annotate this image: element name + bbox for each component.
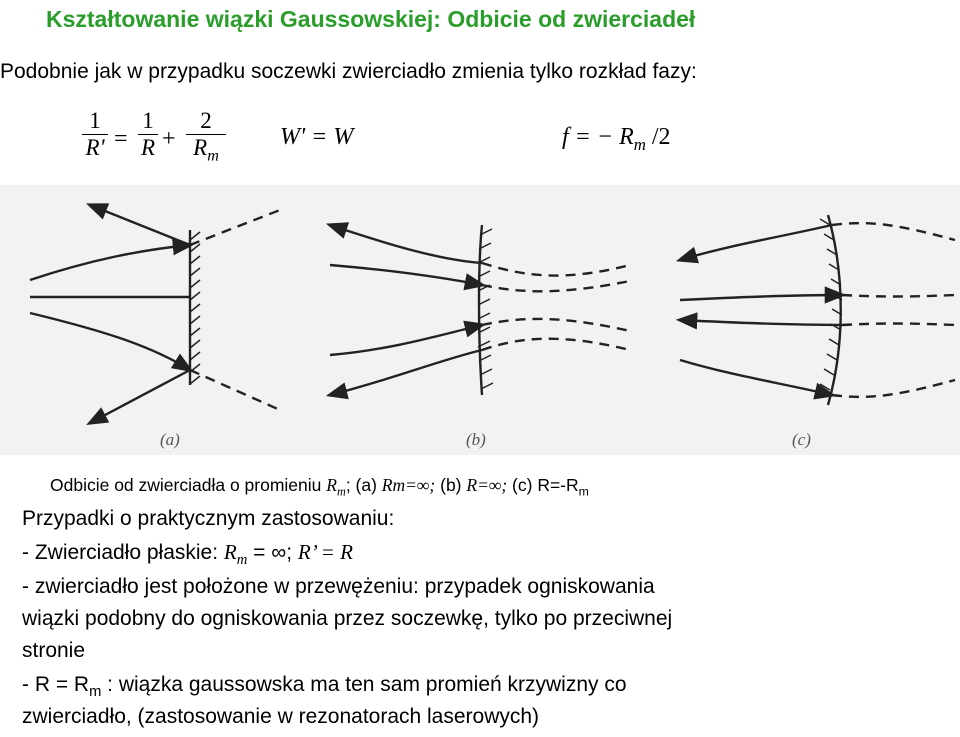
eq1-t2-den-sub: m	[207, 147, 219, 165]
caption-rest-b: (b)	[435, 475, 467, 495]
caption-rest-a: ; (a)	[345, 475, 382, 495]
caption-b-expr: R=∞;	[466, 475, 508, 495]
caption-prefix: Odbicie od zwierciadła o promieniu	[50, 475, 327, 495]
line2-rest: = ∞;	[247, 541, 298, 564]
mirror-figure	[0, 185, 960, 455]
caption-c-sub: m	[578, 484, 589, 499]
line6-prefix: - R = R	[22, 673, 90, 696]
body-line-4: wiązki podobny do ogniskowania przez soczewkę, tylko po przeciwnej	[22, 607, 673, 630]
panel-label-b: (b)	[466, 430, 486, 449]
eq1-t2-den: R	[193, 135, 208, 160]
line2-prefix: - Zwierciadło płaskie:	[22, 541, 224, 564]
eq1-plus: +	[162, 126, 176, 152]
body-line-6	[22, 673, 627, 700]
caption-a-expr: Rm=∞;	[381, 475, 436, 495]
eq1-t1-den: R	[140, 135, 156, 160]
caption-rm-sub: m	[336, 484, 346, 499]
slide-title: Kształtowanie wiązki Gaussowskiej: Odbicie od zwierciadeł	[46, 6, 696, 32]
caption-rest-c: (c) R=-R	[507, 475, 579, 495]
eq1-lhs-den: R'	[85, 135, 105, 160]
eq3-lhs: f	[562, 124, 569, 150]
panel-c-curved-mirror	[680, 215, 955, 405]
eq1-lhs-num: 1	[82, 108, 108, 135]
eq3-tail: /2	[645, 124, 671, 150]
body-line-5: stronie	[22, 639, 86, 662]
equation-waist: W' = W	[280, 124, 354, 150]
eq3-mid: = − R	[568, 124, 634, 150]
eq1-t1-num: 1	[138, 108, 158, 135]
caption-rm: R	[326, 475, 337, 495]
panel-a-flat-mirror	[30, 205, 280, 423]
eq3-sub: m	[633, 134, 646, 154]
intro-text: Podobnie jak w przypadku soczewki zwierciadło zmienia tylko rozkład fazy:	[0, 60, 697, 83]
figure-caption	[50, 475, 589, 500]
equation-focal	[562, 124, 671, 155]
eq1-equals: =	[114, 126, 128, 152]
panel-b-waist-mirror	[330, 225, 630, 395]
body-line-1: Przypadki o praktycznym zastosowaniu:	[22, 507, 395, 530]
eq1-t2-num: 2	[186, 108, 226, 135]
body-line-7: zwierciadło, (zastosowanie w rezonatorach laserowych)	[22, 705, 540, 728]
panel-label-c: (c)	[792, 430, 811, 449]
body-line-2	[22, 540, 353, 569]
line2-rm-sub: m	[236, 552, 248, 569]
line2-r: R’ = R	[297, 540, 353, 564]
body-line-3: - zwierciadło jest położone w przewężeniu: przypadek ogniskowania	[22, 575, 655, 598]
line6-rest: : wiązka gaussowska ma ten sam promień krzywizny co	[101, 673, 627, 696]
line6-sub: m	[89, 684, 102, 701]
panel-label-a: (a)	[160, 430, 180, 449]
line2-rm: R	[223, 540, 237, 564]
mirror-diagram	[0, 185, 960, 455]
